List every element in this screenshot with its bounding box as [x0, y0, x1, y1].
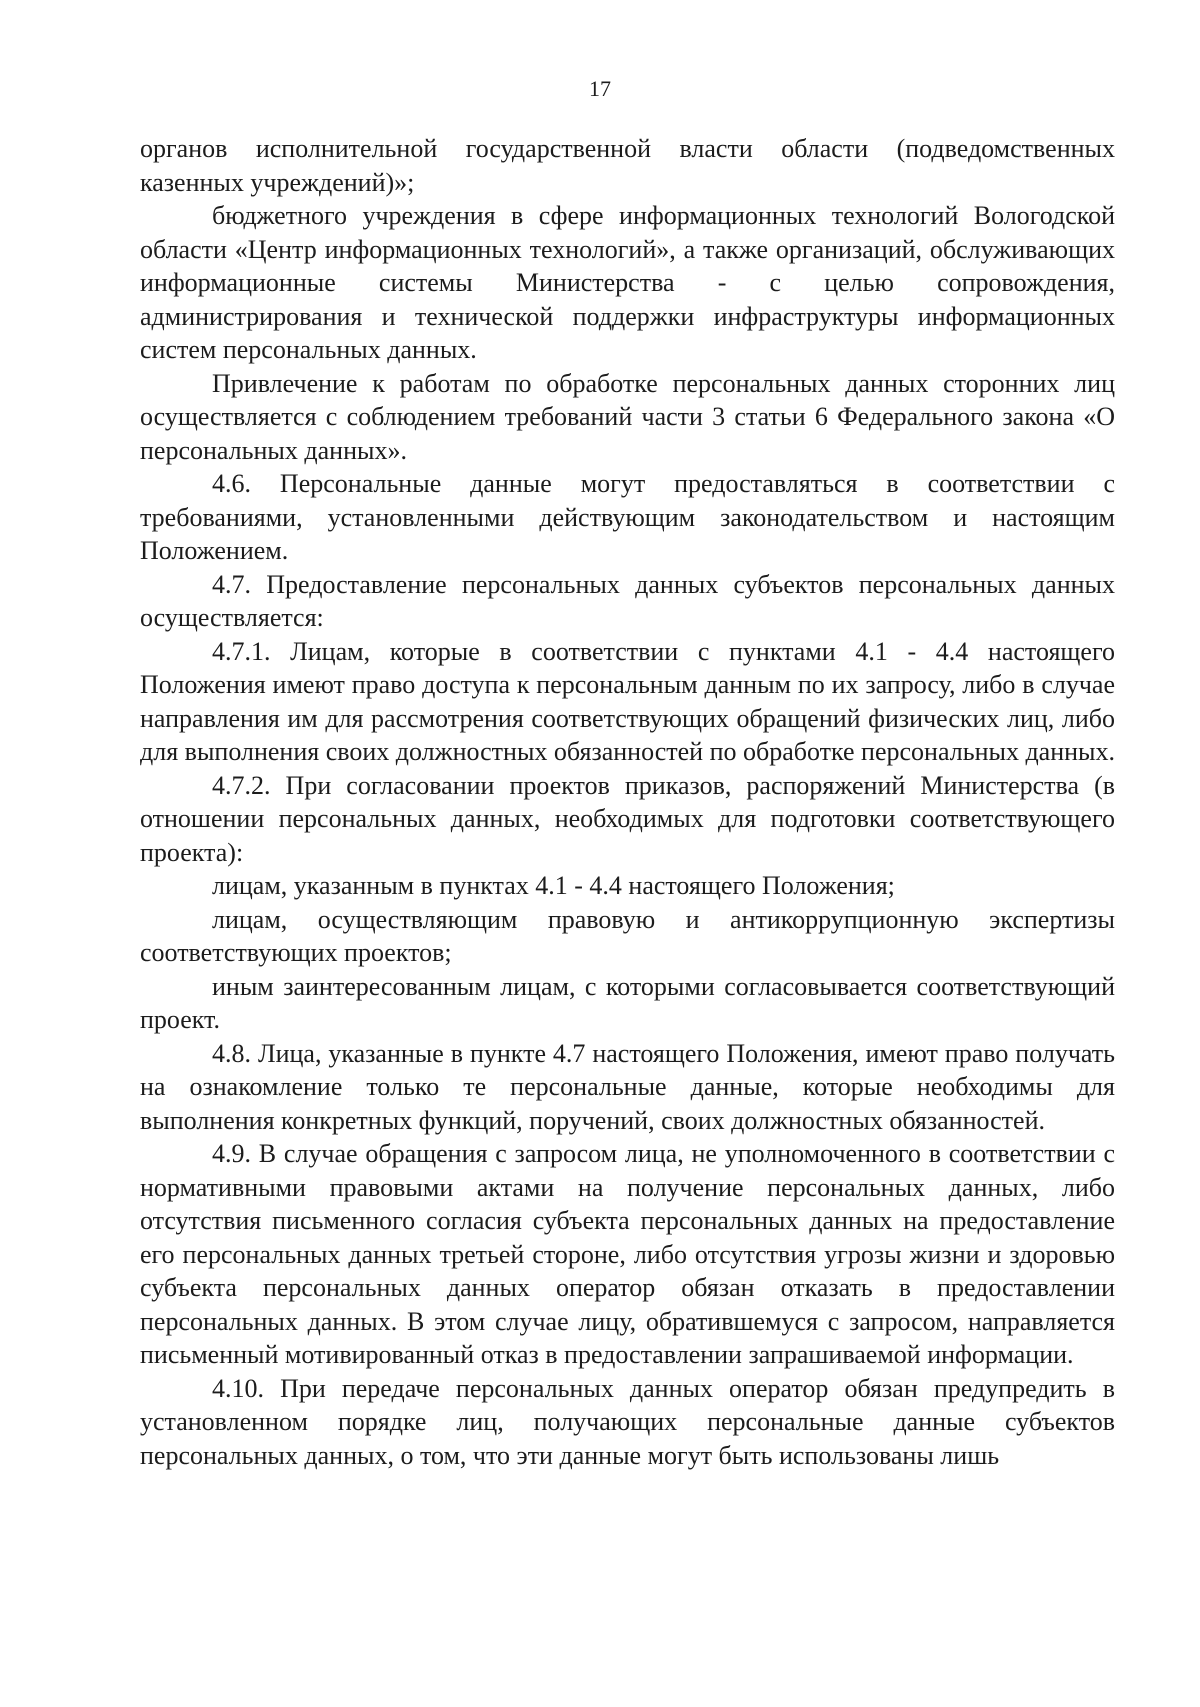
- paragraph: иным заинтересованным лицам, с которыми согласовывается соответствующий проект.: [140, 971, 1115, 1034]
- paragraph: лицам, осуществляющим правовую и антикоррупционную экспертизы соответствующих проектов;: [140, 904, 1115, 967]
- paragraph: 4.8. Лица, указанные в пункте 4.7 настоящего Положения, имеют право получать на ознакомление только те персональные данные, которые необходимы для выполнения конкретных функций, поручений, своих должностных обязанностей.: [140, 1038, 1115, 1135]
- paragraph: 4.7.1. Лицам, которые в соответствии с пунктами 4.1 - 4.4 настоящего Положения имеют право доступа к персональным данным по их запросу, либо в случае направления им для рассмотрения соответствующих обращений физических лиц, либо для выполнения своих должностных обязанностей по обработке персональных данных.: [140, 636, 1116, 766]
- paragraph: 4.7. Предоставление персональных данных субъектов персональных данных осуществляется:: [140, 569, 1115, 632]
- paragraph: Привлечение к работам по обработке персональных данных сторонних лиц осуществляется с соблюдением требований части 3 статьи 6 Федерального закона «О персональных данных».: [140, 368, 1115, 465]
- paragraph: органов исполнительной государственной власти области (подведомственных казенных учреждений)»;: [140, 134, 1115, 197]
- paragraph: лицам, указанным в пунктах 4.1 - 4.4 настоящего Положения;: [212, 871, 895, 900]
- paragraph: 4.6. Персональные данные могут предоставляться в соответствии с требованиями, установленными действующим законодательством и настоящим Положением.: [140, 469, 1115, 565]
- paragraph: 4.10. При передаче персональных данных оператор обязан предупредить в установленном порядке лиц, получающих персональные данные субъектов персональных данных, о том, что эти данные могут быть использованы лишь: [140, 1373, 1115, 1470]
- paragraph: бюджетного учреждения в сфере информационных технологий Вологодской области «Центр информационных технологий», а также организаций, обслуживающих информационные системы Министерства - с целью сопровождения, администрирования и технической поддержки инфраструктуры информационных систем персональных данных.: [140, 201, 1115, 364]
- document-body: [140, 132, 1115, 1472]
- paragraph: 4.7.2. При согласовании проектов приказов, распоряжений Министерства (в отношении персональных данных, необходимых для подготовки соответствующего проекта):: [140, 770, 1115, 867]
- page-number: 17: [589, 76, 611, 101]
- paragraph: 4.9. В случае обращения с запросом лица, не уполномоченного в соответствии с нормативными правовыми актами на получение персональных данных, либо отсутствия письменного согласия субъекта персональных данных на предоставление его персональных данных третьей стороне, либо отсутствия угрозы жизни и здоровью субъекта персональных данных оператор обязан отказать в предоставлении персональных данных. В этом случае лицу, обратившемуся с запросом, направляется письменный мотивированный отказ в предоставлении запрашиваемой информации.: [140, 1139, 1115, 1369]
